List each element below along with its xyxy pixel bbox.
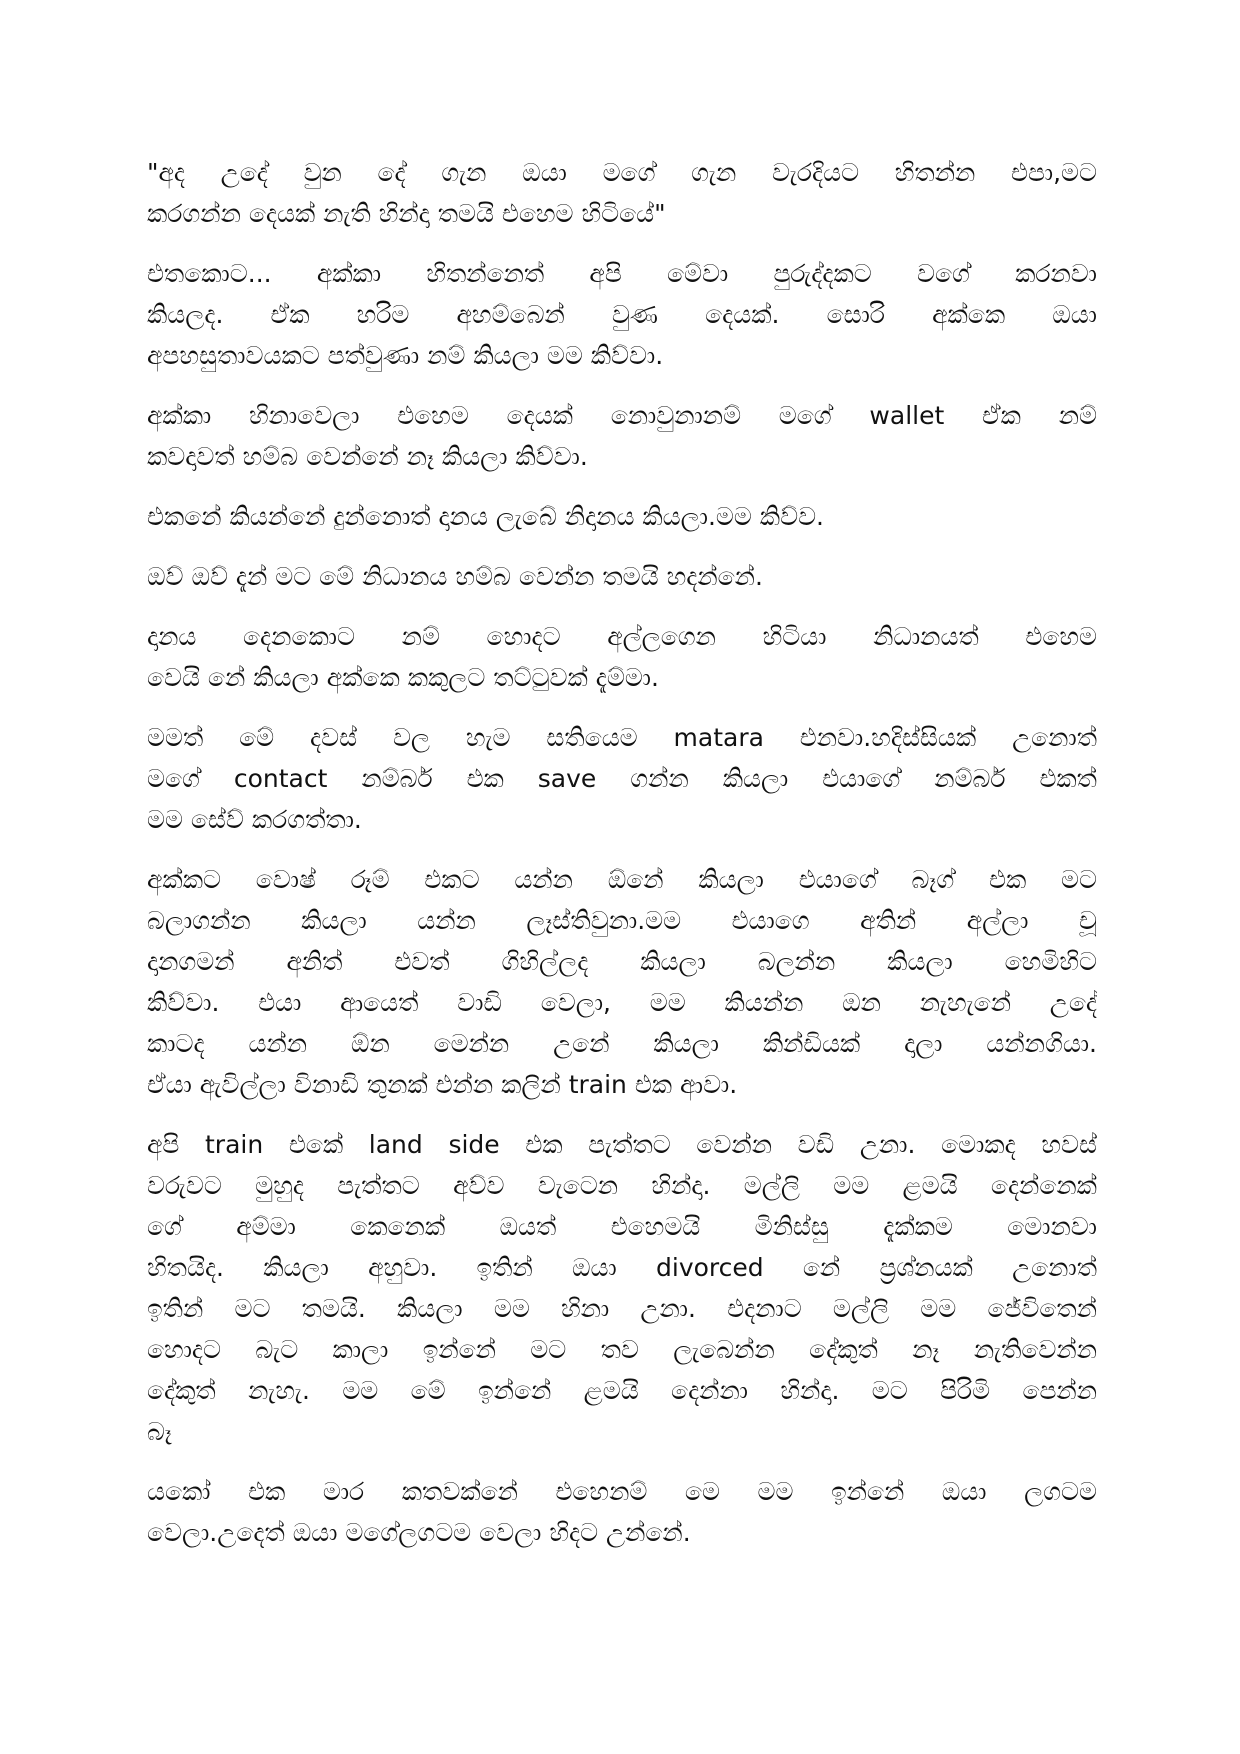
paragraph xyxy=(147,556,1097,597)
text-line: අක්කා හිනාවෙලා එහෙම දෙයක් නොවුනානම් මගේ wallet ඒක නම් xyxy=(147,401,1097,430)
document-page xyxy=(147,152,1097,1572)
text-line: මමත් මේ දවස් වල හැම සතියෙම matara එනවා.හදිස්සියක් උනොත් xyxy=(147,723,1097,752)
text-line: හොදට බැට කාලා ඉන්නේ මට තව ලැබෙන්න දේකුත් නෑ නැතිවෙන්න xyxy=(147,1335,1097,1364)
text-line: කවදාවත් හම්බ වෙන්නේ නෑ කියලා කිව්වා. xyxy=(147,442,588,471)
text-line: මම සේව් කරගත්තා. xyxy=(147,805,362,834)
text-line: ගේ අම්මා කෙනෙක් ඔයත් එහෙමයි මිනිස්සු දැක්කම මොනවා xyxy=(147,1212,1097,1241)
text-line: කිව්වා. එයා ආයෙත් වාඩි වෙලා, මම කියන්න ඔන නැහැනේ උදේ xyxy=(147,988,1097,1017)
paragraph xyxy=(147,1471,1097,1553)
paragraph xyxy=(147,253,1097,376)
paragraph xyxy=(147,616,1097,698)
paragraph xyxy=(147,859,1097,1105)
text-line: "අද උදේ වුන දේ ගැන ඔයා මගේ ගැන වැරදියට හිතන්න එපා,මට xyxy=(147,158,1097,187)
text-line: වරුවට මුහුද පැත්තට අව්ව වැටෙන හින්දා. මල්ලි මම ළමයි දෙන්නෙක් xyxy=(147,1171,1097,1200)
text-line: කියලද. ඒක හරිම අහම්බෙන් වුණ දෙයක්. සොරි අක්කෙ ඔයා xyxy=(147,300,1097,329)
text-line: ඔව් ඔව් දැන් මට මේ නිධානය හම්බ වෙන්න තමයි හදන්නේ. xyxy=(147,562,763,591)
text-line: අපි train එකේ land side එක පැත්තට වෙන්න වඩි උනා. මොකද හවස් xyxy=(147,1130,1097,1159)
paragraph xyxy=(147,395,1097,477)
text-line: බෑ xyxy=(147,1417,172,1446)
text-line: ඉතින් මට තමයි. කියලා මම හිනා උනා. එදනාට මල්ලි මම ජේවිතෙන් xyxy=(147,1294,1097,1323)
text-line: හිතයිද. කියලා අහුවා. ඉතින් ඔයා divorced නේ ප්‍රශ්නයක් උනොත් xyxy=(147,1253,1097,1282)
text-line: වෙයි නේ කියලා අක්කෙ කකුලට තට්ටුවක් දැම්මා. xyxy=(147,663,659,692)
text-line: කාටද යන්න ඕන මෙන්න උනේ කියලා කින්ඩියක් දාලා යන්නගියා. xyxy=(147,1029,1097,1058)
text-line: දානගමන් අනිත් එවත් ගිහිල්ලද කියලා බලන්න කියලා හෙමිහිට xyxy=(147,947,1097,976)
text-line: ඒයා ඇවිල්ලා විනාඩි තුනක් එන්න කලින් train එක ආවා. xyxy=(147,1070,738,1099)
text-line: දානය දෙනකොට නම් හොදට අල්ලගෙන හිටියා නිධානයත් එහෙම xyxy=(147,622,1097,651)
text-line: දේකුත් නැහැ. මම මේ ඉන්නේ ළමයි දෙන්නා හින්දා. මට පිරිමි පෙන්න xyxy=(147,1376,1097,1405)
text-line: අක්කට වොෂ් රූම් එකට යන්න ඕනේ කියලා එයාගේ බෑග් එක මට xyxy=(147,865,1097,894)
text-line: බලාගන්න කියලා යන්න ලෑස්තිවුනා.මම එයාගෙ අතින් අල්ලා චූ xyxy=(147,906,1097,935)
text-line: එතකොට... අක්කා හිතන්නෙත් අපි මේවා පුරුද්දකට වගේ කරනවා xyxy=(147,259,1097,288)
text-line: වෙලා.උදෙත් ඔයා මගේලගටම වෙලා හිදට උන්නේ. xyxy=(147,1518,691,1547)
paragraph xyxy=(147,152,1097,234)
text-line: කරගන්න දෙයක් නැති හින්දා තමයි එහෙම හිටියේ" xyxy=(147,199,666,228)
paragraph xyxy=(147,496,1097,537)
text-line: අපහසුතාවයකට පත්වුණා නම් කියලා මම කිව්වා. xyxy=(147,341,664,370)
text-line: මගේ contact නම්බර් එක save ගන්න කියලා එයාගේ නම්බර් එකත් xyxy=(147,764,1097,793)
paragraph xyxy=(147,717,1097,840)
text-line: යකෝ එක මාර කතවක්නේ එහෙනම් මෙ මම ඉන්නේ ඔයා ලගටම xyxy=(147,1477,1097,1506)
paragraph xyxy=(147,1124,1097,1452)
text-line: එකනේ කියන්නේ දුන්නොත් දානය ලැබේ නිදානය කියලා.මම කිව්ව. xyxy=(147,502,824,531)
